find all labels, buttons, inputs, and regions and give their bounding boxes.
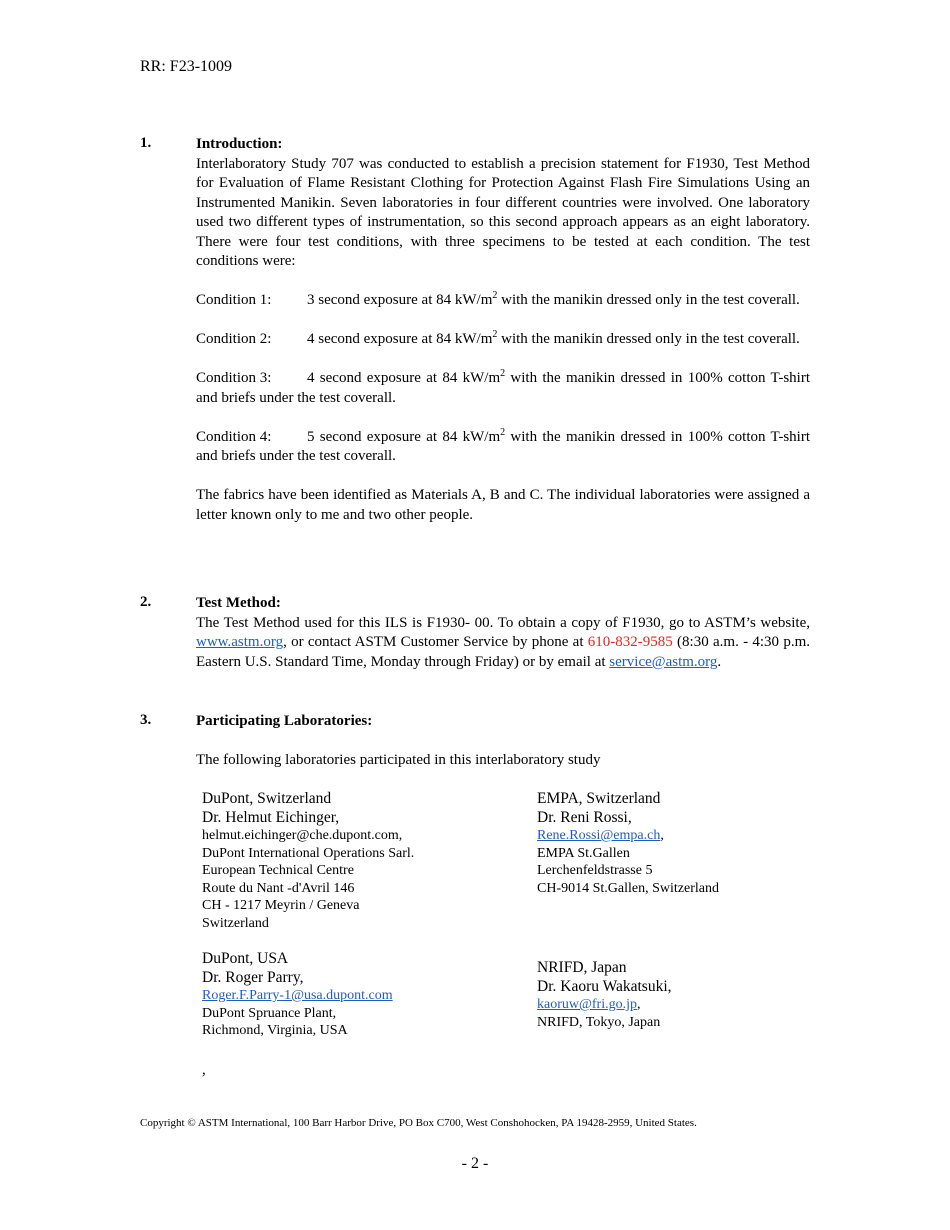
labs-intro: The following laboratories participated in this interlaboratory study <box>196 751 601 768</box>
lab-contact: Dr. Kaoru Wakatsuki, <box>537 978 672 995</box>
lab-address-line: DuPont International Operations Sarl. <box>202 845 415 861</box>
condition-label: Condition 3: <box>196 370 272 386</box>
condition-label: Condition 4: <box>196 428 272 445</box>
lab-email-link[interactable]: Rene.Rossi@empa.ch <box>537 828 661 843</box>
email-link[interactable]: service@astm.org <box>609 653 718 670</box>
section-number: 3. <box>140 712 152 728</box>
section-heading: Participating Laboratories: <box>196 713 373 729</box>
phone-number: 610-832-9585 <box>587 634 673 650</box>
section-body <box>196 712 810 770</box>
section-body <box>196 594 810 672</box>
method-paragraph: The Test Method used for this ILS is F1930- 00. To obtain a copy of F1930, go to ASTM’s website, www.astm.org, or contact ASTM Customer Service by phone at 610-832-9585 (8:30 a.m. - 4:30 p.m. Eastern U.S. Standard Time, Monday through Friday) or by email at service@astm.org. <box>196 614 810 670</box>
lab-address-line: DuPont Spruance Plant, <box>202 1005 337 1021</box>
page-number: - 2 - <box>461 1155 489 1172</box>
lab-name: NRIFD, Japan <box>537 959 627 976</box>
lab-address-line: EMPA St.Gallen <box>537 845 630 861</box>
intro-paragraph: Interlaboratory Study 707 was conducted to establish a precision statement for F1930, Test Method for Evaluation of Flame Resistant Clothing for Protection Against Flash Fire Simulations Using an Instrumented Manikin. Seven laboratories in four different countries were involved. One laboratory used two different types of instrumentation, so this second approach appears as an eight laboratory. There were four test conditions, with three specimens to be tested at each condition. The test conditions were: <box>196 155 810 269</box>
lab-address-line: NRIFD, Tokyo, Japan <box>537 1014 661 1030</box>
lab-address-line: CH - 1217 Meyrin / Geneva <box>202 898 360 914</box>
lab-address-line: European Technical Centre <box>202 863 354 879</box>
lab-email: helmut.eichinger@che.dupont.com, <box>202 828 403 843</box>
lab-email-link[interactable]: Roger.F.Parry-1@usa.dupont.com <box>202 988 393 1003</box>
lab-email-row: Rene.Rossi@empa.ch, <box>537 828 664 843</box>
lab-email-link[interactable]: kaoruw@fri.go.jp <box>537 997 637 1012</box>
lab-address-line: CH-9014 St.Gallen, Switzerland <box>537 880 719 896</box>
lab-entry-empa-switzerland <box>537 789 719 897</box>
section-number: 1. <box>140 135 152 151</box>
lab-address-line: Lerchenfeldstrasse 5 <box>537 863 653 879</box>
condition-4: Condition 4: 5 second exposure at 84 $kW/m^2$ with the manikin dressed in 100% cotton T-shirt and briefs under the test coverall. <box>196 426 810 464</box>
report-id: RR: F23-1009 <box>140 58 233 75</box>
condition-3: Condition 3: 4 second exposure at 84 $kW/m^2$ with the manikin dressed in 100% cotton T-shirt and briefs under the test coverall. <box>196 368 810 406</box>
lab-address-line: Switzerland <box>202 915 269 931</box>
lab-address-line: Richmond, Virginia, USA <box>202 1023 348 1039</box>
section-heading: Test Method: <box>196 595 281 611</box>
lab-entry-dupont-usa <box>202 949 393 1040</box>
section-heading: Introduction: <box>196 136 283 152</box>
lab-name: DuPont, Switzerland <box>202 790 332 807</box>
lab-name: EMPA, Switzerland <box>537 790 661 807</box>
intro-closing: The fabrics have been identified as Materials A, B and C. The individual laboratories were assigned a letter known only to me and two other people. <box>196 487 810 523</box>
lab-email-row: kaoruw@fri.go.jp, <box>537 997 641 1012</box>
lab-entry-nrifd-japan <box>537 958 672 1031</box>
website-link[interactable]: www.astm.org <box>196 634 284 650</box>
lab-contact: Dr. Helmut Eichinger, <box>202 809 340 826</box>
copyright-footer: Copyright © ASTM International, 100 Barr Harbor Drive, PO Box C700, West Conshohocken, PA 19428-2959, United States. <box>140 1117 697 1129</box>
lab-name: DuPont, USA <box>202 950 289 967</box>
lab-contact: Dr. Reni Rossi, <box>537 809 632 826</box>
stray-mark: , <box>202 1062 206 1078</box>
lab-contact: Dr. Roger Parry, <box>202 969 304 986</box>
lab-email-row <box>202 987 393 1005</box>
section-body <box>196 135 810 525</box>
condition-label: Condition 2: <box>196 331 272 347</box>
section-number: 2. <box>140 594 152 610</box>
lab-address-line: Route du Nant -d'Avril 146 <box>202 880 355 896</box>
condition-label: Condition 1: <box>196 292 272 308</box>
condition-1: Condition 1: 3 second exposure at 84 $kW/m^2$ with the manikin dressed only in the test coverall. <box>196 291 810 311</box>
lab-entry-dupont-switzerland <box>202 789 414 933</box>
condition-2: Condition 2: 4 second exposure at 84 $kW/m^2$ with the manikin dressed only in the test coverall. <box>196 330 810 350</box>
